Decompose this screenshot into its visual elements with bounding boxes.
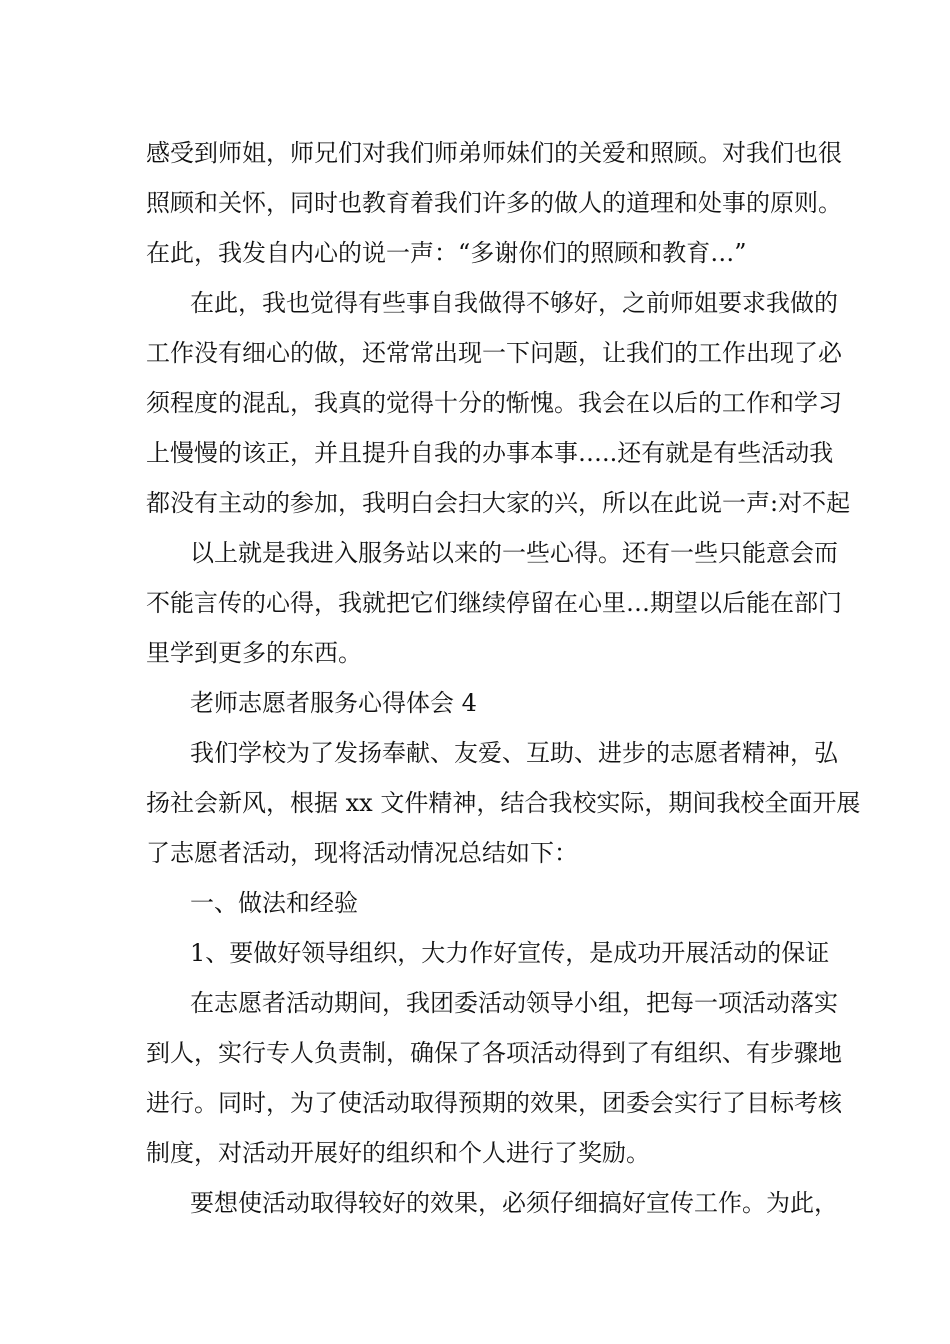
heading-line: 老师志愿者服务心得体会 4 <box>190 689 477 717</box>
paragraph <box>146 728 861 878</box>
paragraph <box>146 278 851 528</box>
text-line: 我们学校为了发扬奉献、友爱、互助、进步的志愿者精神，弘 <box>190 739 838 767</box>
text-line: 在志愿者活动期间，我团委活动领导小组，把每一项活动落实 <box>190 989 838 1017</box>
text-line: 扬社会新风，根据 xx 文件精神，结合我校实际，期间我校全面开展 <box>146 789 861 817</box>
text-line: 制度，对活动开展好的组织和个人进行了奖励。 <box>146 1139 650 1167</box>
subheading <box>146 928 830 978</box>
text-line: 不能言传的心得，我就把它们继续停留在心里…期望以后能在部门 <box>146 589 842 617</box>
text-line: 到人，实行专人负责制，确保了各项活动得到了有组织、有步骤地 <box>146 1039 842 1067</box>
text-line: 感受到师姐，师兄们对我们师弟师妹们的关爱和照顾。对我们也很 <box>146 139 842 167</box>
section-heading <box>146 678 808 728</box>
heading-line: 1、要做好领导组织，大力作好宣传，是成功开展活动的保证 <box>190 939 830 967</box>
text-line: 里学到更多的东西。 <box>146 639 362 667</box>
text-line: 以上就是我进入服务站以来的一些心得。还有一些只能意会而 <box>190 539 838 567</box>
paragraph <box>146 1178 838 1228</box>
heading-line: 一、做法和经验 <box>190 889 358 917</box>
text-line: 都没有主动的参加，我明白会扫大家的兴，所以在此说一声:对不起 <box>146 489 851 517</box>
text-line: 了志愿者活动，现将活动情况总结如下： <box>146 839 578 867</box>
paragraph <box>146 978 842 1178</box>
paragraph <box>146 128 842 278</box>
text-line: 须程度的混乱，我真的觉得十分的惭愧。我会在以后的工作和学习 <box>146 389 842 417</box>
document-body <box>146 128 861 1228</box>
text-line: 要想使活动取得较好的效果，必须仔细搞好宣传工作。为此， <box>190 1189 838 1217</box>
text-line: 上慢慢的该正，并且提升自我的办事本事…..还有就是有些活动我 <box>146 439 834 467</box>
text-line: 在此，我发自内心的说一声：“多谢你们的照顾和教育…” <box>146 239 747 267</box>
text-line: 在此，我也觉得有些事自我做得不够好，之前师姐要求我做的 <box>190 289 838 317</box>
paragraph <box>146 528 842 678</box>
text-line: 照顾和关怀，同时也教育着我们许多的做人的道理和处事的原则。 <box>146 189 842 217</box>
subheading <box>146 878 808 928</box>
text-line: 工作没有细心的做，还常常出现一下问题，让我们的工作出现了必 <box>146 339 842 367</box>
text-line: 进行。同时，为了使活动取得预期的效果，团委会实行了目标考核 <box>146 1089 842 1117</box>
